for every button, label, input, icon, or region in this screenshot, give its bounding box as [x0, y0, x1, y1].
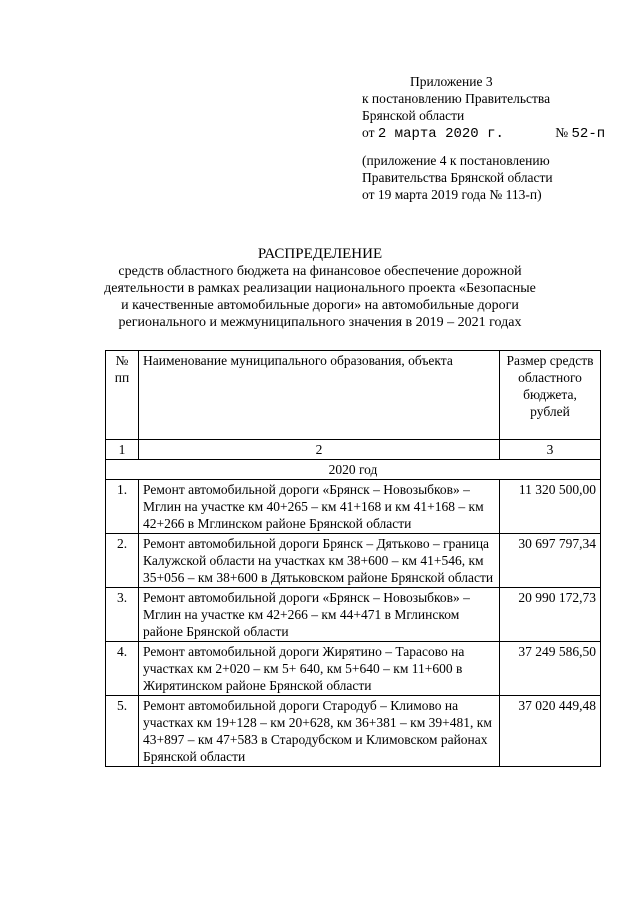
table-row — [106, 642, 601, 696]
number-label: № — [555, 125, 569, 140]
budget-amount: 30 697 797,34 — [500, 534, 601, 588]
object-name: Ремонт автомобильной дороги «Брянск – Новозыбков» – Мглин на участке км 42+266 – км 44+471 в Мглинском районе Брянской области — [139, 588, 500, 642]
object-name: Ремонт автомобильной дороги Жирятино – Тарасово на участках км 2+020 – км 5+ 640, км 5+640 – км 11+600 в Жирятинском районе Брянской области — [139, 642, 500, 696]
resolution-date: 2 марта 2020 г. — [377, 126, 504, 142]
table-row — [106, 534, 601, 588]
row-number: 2. — [106, 534, 139, 588]
row-number: 4. — [106, 642, 139, 696]
prior-appendix-3: от 19 марта 2019 года № 113-п) — [362, 187, 542, 202]
col-name-header: Наименование муниципального образования, объекта — [139, 351, 500, 440]
object-name: Ремонт автомобильной дороги Стародуб – Климово на участках км 19+128 – км 20+628, км 36+381 – км 39+481, км 43+897 – км 47+583 в Стародубском и Климовском районах Брянской области — [139, 696, 500, 767]
year-label: 2020 год — [106, 460, 601, 480]
col-index-1: 1 — [106, 440, 139, 460]
from-label: от — [362, 125, 375, 140]
object-name: Ремонт автомобильной дороги «Брянск – Новозыбков» – Мглин на участке км 40+265 – км 41+168 и км 41+168 – км 42+266 в Мглинском районе Брянской области — [139, 480, 500, 534]
distribution-table — [105, 350, 601, 767]
budget-amount: 37 249 586,50 — [500, 642, 601, 696]
title-line-3: и качественные автомобильные дороги» на автомобильные дороги — [121, 298, 519, 313]
col-index-2: 2 — [139, 440, 500, 460]
appendix-header — [362, 73, 605, 203]
row-number: 3. — [106, 588, 139, 642]
prior-appendix-2: Правительства Брянской области — [362, 170, 553, 185]
document-title — [0, 246, 640, 331]
table-row — [106, 480, 601, 534]
date-line — [362, 124, 605, 143]
table-row — [106, 588, 601, 642]
resolution-ref: к постановлению Правительства — [362, 91, 551, 106]
budget-amount: 11 320 500,00 — [500, 480, 601, 534]
title-line-1: средств областного бюджета на финансовое обеспечение дорожной — [118, 264, 522, 279]
row-number: 1. — [106, 480, 139, 534]
col-amount-header: Размер средств областного бюджета, рублей — [500, 351, 601, 440]
title-line-2: деятельности в рамках реализации национального проекта «Безопасные — [104, 281, 536, 296]
prior-appendix-1: (приложение 4 к постановлению — [362, 153, 550, 168]
col-index-3: 3 — [500, 440, 601, 460]
table-header-row — [106, 351, 601, 440]
resolution-number: 52-п — [571, 126, 606, 142]
col-number-header: № пп — [106, 351, 139, 440]
title-heading: РАСПРЕДЕЛЕНИЕ — [257, 246, 383, 262]
column-numbers-row — [106, 440, 601, 460]
title-line-4: регионального и межмуниципального значения в 2019 – 2021 годах — [118, 315, 522, 330]
region-name: Брянской области — [362, 108, 465, 123]
year-row — [106, 460, 601, 480]
object-name: Ремонт автомобильной дороги Брянск – Дятьково – граница Калужской области на участках км 38+600 – км 41+546, км 35+056 – км 38+600 в Дятьковском районе Брянской области — [139, 534, 500, 588]
appendix-label: Приложение 3 — [410, 74, 493, 89]
row-number: 5. — [106, 696, 139, 767]
table-row — [106, 696, 601, 767]
budget-amount: 20 990 172,73 — [500, 588, 601, 642]
budget-amount: 37 020 449,48 — [500, 696, 601, 767]
